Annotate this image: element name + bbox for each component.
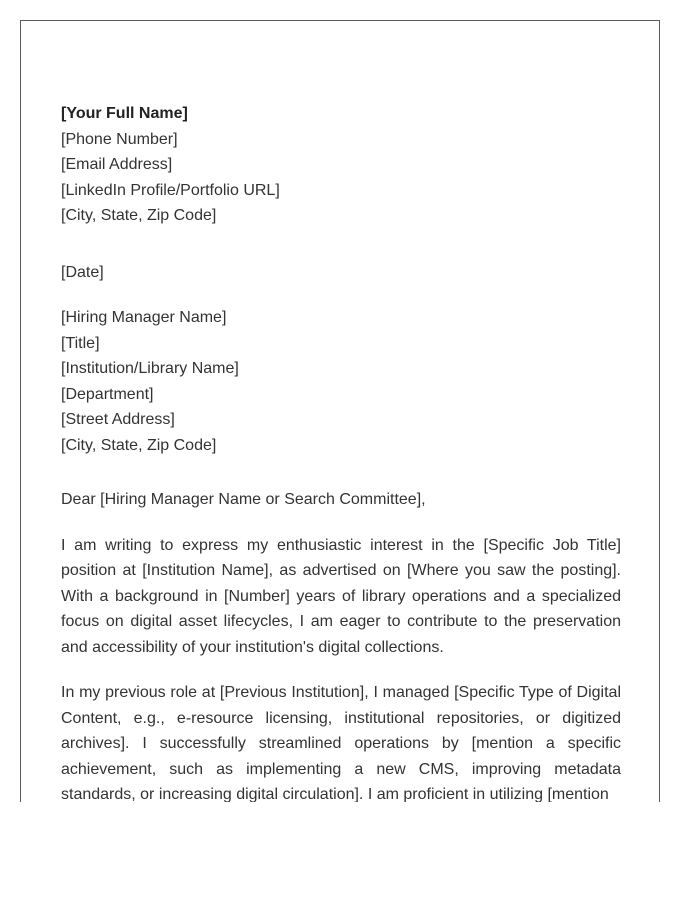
paragraph-experience: In my previous role at [Previous Institution], I managed [Specific Type of Digital Content, e.g., e-resource licensing, institutional repositories, or digitized archives]. I successfully streamlined operations by [mention a specific achievement, such as implementing a new CMS, improving metadata standards, or increasing digital circulation]. I am proficient in utilizing [mention — [61, 684, 621, 802]
paragraph-intro: I am writing to express my enthusiastic interest in the [Specific Job Title] position at [Institution Name], as advertised on [Where you saw the posting]. With a background in [Number] years of library operations and a specialized focus on digital asset lifecycles, I am eager to contribute to the preservation and accessibility of your institution's digital collections. — [61, 536, 621, 656]
sender-email: [Email Address] — [61, 156, 173, 173]
recipient-title: [Title] — [61, 334, 100, 352]
sender-block — [61, 101, 621, 229]
sender-city-state-zip: [City, State, Zip Code] — [61, 207, 217, 224]
salutation: Dear [Hiring Manager Name or Search Committee], — [61, 491, 426, 508]
sender-linkedin: [LinkedIn Profile/Portfolio URL] — [61, 181, 280, 199]
recipient-block — [61, 305, 621, 458]
recipient-street: [Street Address] — [61, 411, 175, 428]
recipient-institution: [Institution/Library Name] — [61, 360, 239, 377]
recipient-city-state-zip: [City, State, Zip Code] — [61, 436, 217, 454]
sender-phone: [Phone Number] — [61, 130, 178, 148]
sender-name: [Your Full Name] — [61, 105, 188, 122]
letter-date: [Date] — [61, 263, 104, 281]
recipient-department: [Department] — [61, 385, 154, 403]
document-page — [20, 20, 660, 802]
cover-letter-body — [61, 101, 621, 802]
recipient-name: [Hiring Manager Name] — [61, 309, 227, 326]
